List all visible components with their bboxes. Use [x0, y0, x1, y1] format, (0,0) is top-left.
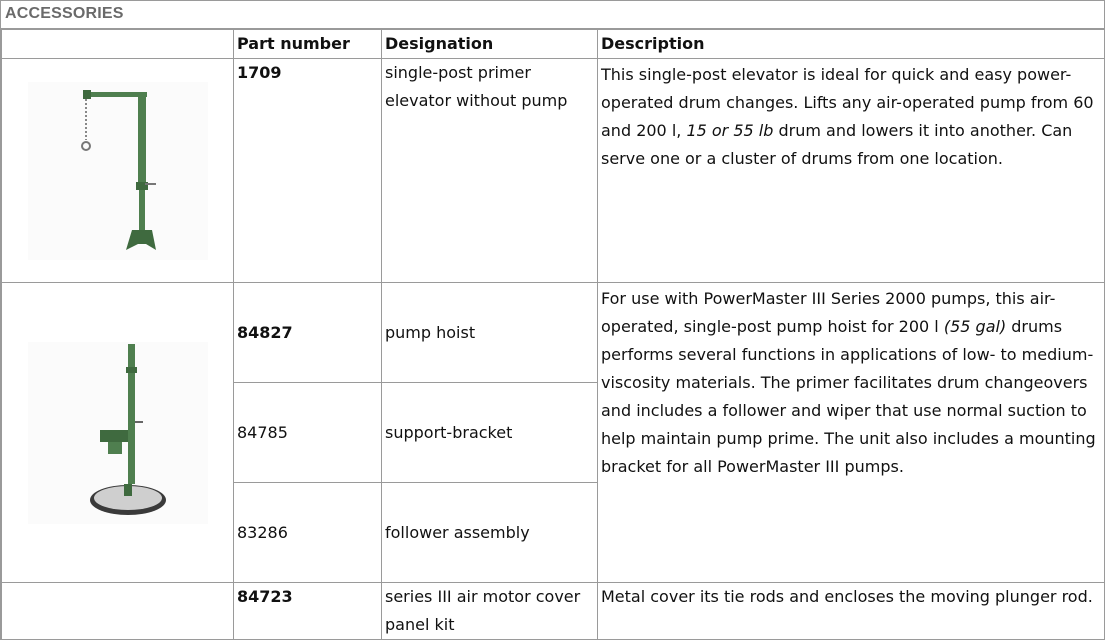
description-cell	[598, 283, 1105, 583]
designation-text: single-post primer elevator without pump	[385, 63, 568, 110]
description-cell	[598, 59, 1105, 283]
designation-cell	[382, 483, 598, 583]
image-cell	[2, 59, 234, 283]
designation-text: follower assembly	[385, 522, 530, 542]
section-title: ACCESSORIES	[1, 1, 1104, 29]
table-row	[2, 583, 1105, 640]
designation-cell	[382, 583, 598, 640]
image-cell	[2, 283, 234, 583]
part-number: 83286	[237, 522, 288, 542]
designation-text: support-bracket	[385, 422, 513, 442]
designation-text: pump hoist	[385, 322, 476, 342]
part-number-cell	[234, 59, 382, 283]
part-number: 84785	[237, 422, 288, 442]
single-post-elevator-photo	[28, 82, 208, 260]
column-header-designation: Designation	[382, 30, 598, 59]
image-cell	[2, 583, 234, 640]
column-header-description: Description	[598, 30, 1105, 59]
description-text	[601, 283, 1101, 481]
description-part: This single-post elevator is ideal for quick and easy power-operated drum changes. Lifts any air-operated pump from 60 and 200 l,	[601, 65, 1094, 140]
table-row	[2, 283, 1105, 383]
part-number-cell	[234, 483, 382, 583]
description-part: drums performs several functions in applications of low- to medium-viscosity materials. The primer facilitates drum changeovers and includes a follower and wiper that use normal suction to help maintain pump prime. The unit also includes a mounting bracket for all PowerMaster III pumps.	[601, 317, 1096, 476]
part-number-cell	[234, 283, 382, 383]
description-unit-italic: (55 gal)	[943, 317, 1007, 336]
designation-cell	[382, 59, 598, 283]
column-header-image	[2, 30, 234, 59]
description-unit-italic: 15 or 55 lb	[686, 121, 774, 140]
description-cell	[598, 583, 1105, 640]
description-text: Metal cover its tie rods and encloses the moving plunger rod.	[601, 587, 1093, 606]
part-number: 84723	[237, 587, 293, 606]
part-number: 1709	[237, 63, 282, 82]
description-part: For use with PowerMaster III Series 2000 pumps, this air-operated, single-post pump hoist for 200 l	[601, 289, 1056, 336]
part-number-cell	[234, 583, 382, 640]
column-header-part-number: Part number	[234, 30, 382, 59]
designation-cell	[382, 283, 598, 383]
designation-text: series III air motor cover panel kit	[385, 587, 581, 634]
pump-hoist-photo	[28, 342, 208, 524]
description-part: drum and lowers it into another. Can serve one or a cluster of drums from one location.	[601, 121, 1073, 168]
designation-cell	[382, 383, 598, 483]
part-number: 84827	[237, 322, 293, 342]
accessories-table	[1, 29, 1105, 640]
part-number-cell	[234, 383, 382, 483]
description-text	[601, 59, 1101, 173]
table-row	[2, 59, 1105, 283]
table-header-row	[2, 30, 1105, 59]
